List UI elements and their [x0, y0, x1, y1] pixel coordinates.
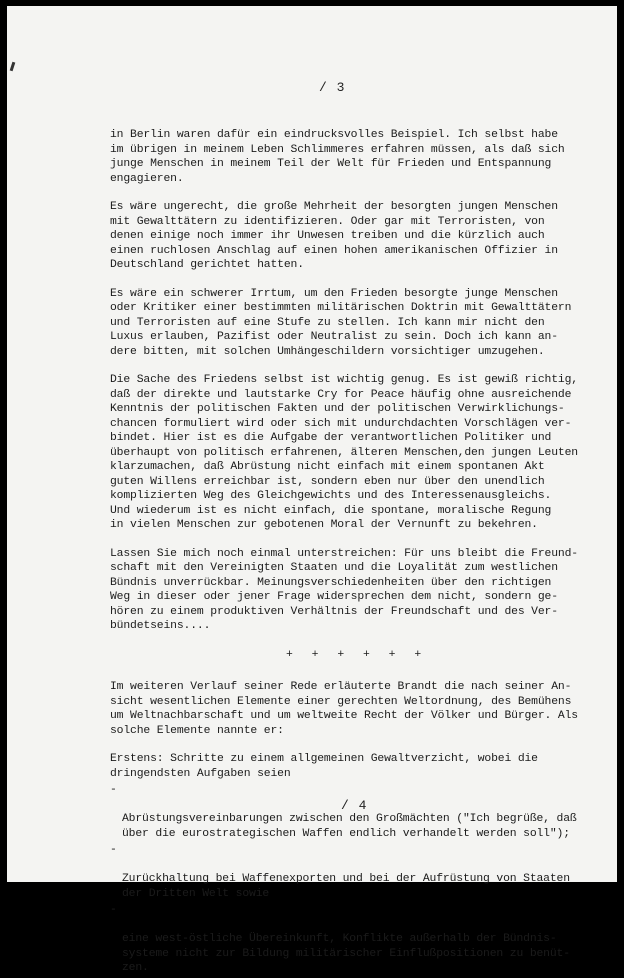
list-item [110, 903, 610, 976]
paragraph-3: Es wäre ein schwerer Irrtum, um den Frieden besorgte junge Menschen oder Kritiker einer bestimmten militärischen Doktrin mit Gewalttätern und Terroristen auf eine Stufe zu stellen. Ich kann mir nicht den Luxus erlauben, Pazifist oder Neutralist zu sein. Doch ich kann an- dere bitten, mit solchen Umhängeschildern vorsichtiger umzugehen. [110, 287, 572, 358]
document-page [7, 6, 617, 974]
paragraph-5: Lassen Sie mich noch einmal unterstreichen: Für uns bleibt die Freund- schaft mit den Vereinigten Staaten und die Loyalität zum westlichen Bündnis unverrückbar. Meinungsverschiedenheiten über den richtigen Weg in dieser oder jener Frage widersprechen dem nicht, sondern ge- hören zu einem produktiven Verhältnis der Freundschaft und des Ver- bündetseins.... [110, 547, 578, 632]
paragraph-1: in Berlin waren dafür ein eindrucksvolles Beispiel. Ich selbst habe im übrigen in meinem Leben Schlimmeres erfahren müssen, als daß sich junge Menschen in meinem Teil der Welt für Frieden und Entspannung engagieren. [110, 129, 565, 185]
list-item-text: Zurückhaltung bei Waffenexporten und bei der Aufrüstung von Staaten der Dritten Welt sowie [122, 873, 570, 900]
document-body [110, 128, 610, 978]
page-number-top: / 3 [319, 80, 346, 95]
paragraph-2: Es wäre ungerecht, die große Mehrheit der besorgten jungen Menschen mit Gewalttätern zu identifizieren. Oder gar mit Terroristen, von denen einige noch immer ihr Unwesen treiben und die kürzlich auch einen ruchlosen Anschlag auf einen hohen amerikanischen Offizier in Deutschland gerichtet hatten. [110, 201, 558, 271]
paragraph-4: Die Sache des Friedens selbst ist wichtig genug. Es ist gewiß richtig, daß der direkte und lautstarke Cry for Peace häufig ohne ausreichende Kenntnis der politischen Fakten und der politischen Verwirklichungs- chancen formuliert wird oder sich mit undurchdachten Vorschlägen ver- bindet. Hier ist es die Aufgabe der verantwortlichen Politiker und überhaupt von politisch erfahrenen, älteren Menschen,den jungen Leuten klarzumachen, daß Abrüstung nicht einfach mit einem spontanen Akt guten Willens erreichbar ist, sondern eben nur über den unendlich komplizierten Weg des Gleichgewichts und des Interessenausgleichs. Und wiederum ist es nicht einfach, die spontane, moralische Regung in vielen Menschen zur gebotenen Moral der Vernunft zu bekehren. [110, 374, 578, 531]
list-dash: - [110, 784, 117, 796]
list-dash: - [110, 904, 117, 916]
paragraph-7: Erstens: Schritte zu einem allgemeinen Gewaltverzicht, wobei die dringendsten Aufgaben seien [110, 753, 538, 780]
scan-mark [10, 62, 16, 71]
list-item-text: eine west-östliche Übereinkunft, Konflikte außerhalb der Bündnis- systeme nicht zur Bildung militärischer Einflußpositionen zu benüt- zen. [122, 933, 570, 974]
list-item-text: Abrüstungsvereinbarungen zwischen den Großmächten ("Ich begrüße, daß über die eurostrategischen Waffen endlich verhandelt werden soll"); [122, 813, 577, 840]
list-item [110, 843, 610, 901]
paragraph-6: Im weiteren Verlauf seiner Rede erläuterte Brandt die nach seiner An- sicht wesentlichen Elemente einer gerechten Weltordnung, des Bemühens um Weltnachbarschaft und um weltweite Recht der Völker und Bürger. Als solche Elemente nannte er: [110, 681, 578, 737]
section-separator: + + + + + + [286, 648, 428, 661]
page-number-bottom: / 4 [341, 798, 368, 813]
list-dash: - [110, 844, 117, 856]
